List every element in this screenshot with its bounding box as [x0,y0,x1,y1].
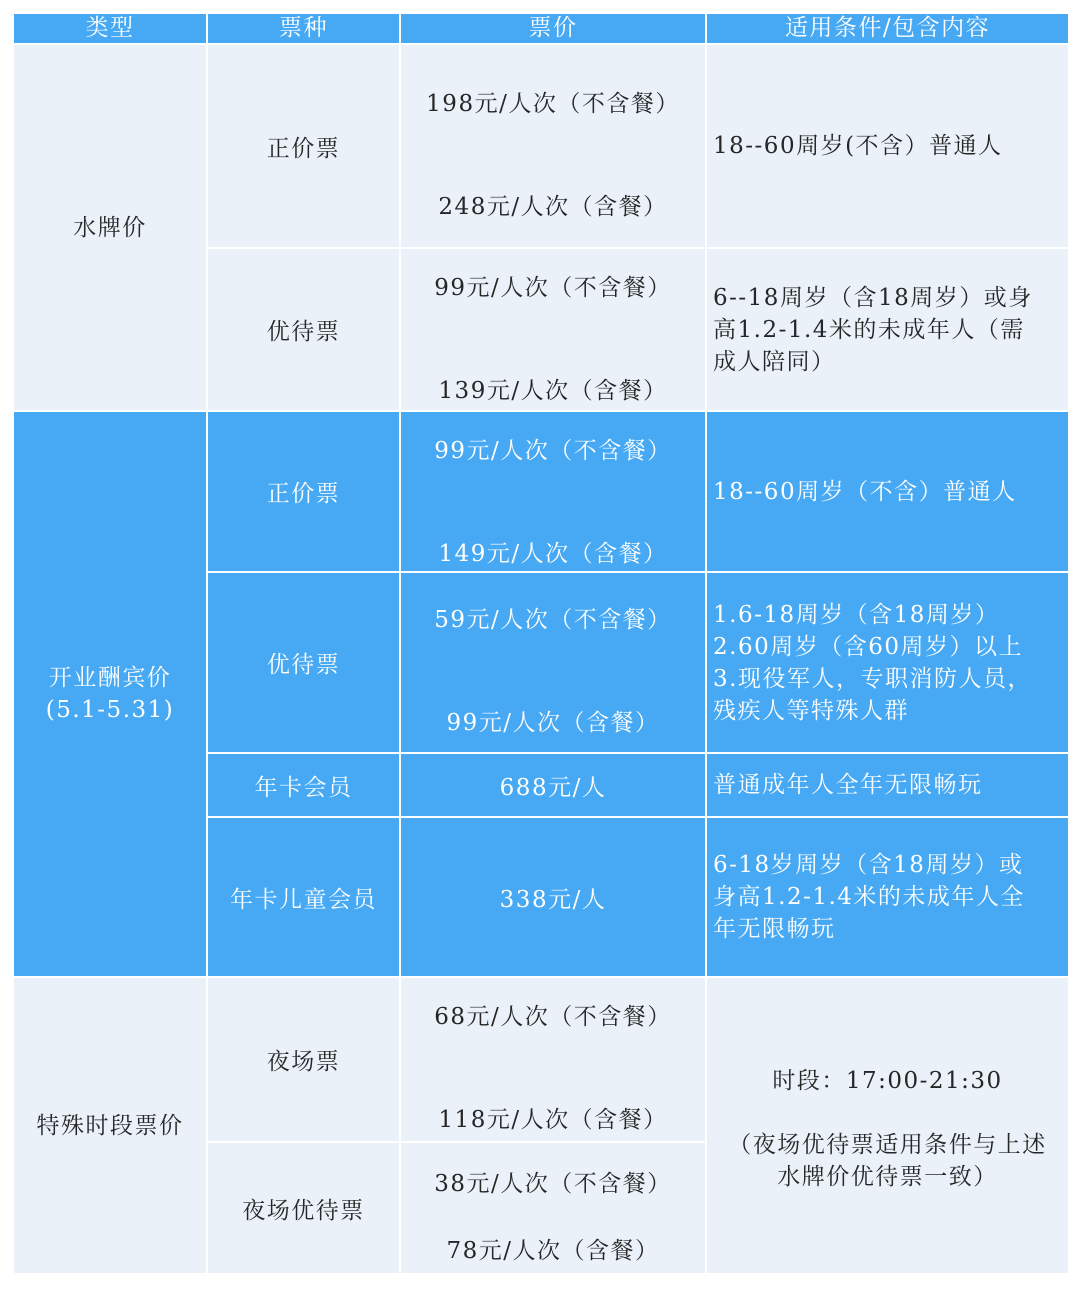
condition-line: 2.60周岁（含60周岁）以上 [713,633,1023,660]
ticket-type-cell: 夜场优待票 [207,1142,400,1274]
category-label: 水牌价 [73,214,147,241]
price-cell [400,977,706,1142]
price-line: 68元/人次（不含餐） [434,1004,672,1030]
condition-line: 18--60周岁（不含）普通人 [713,478,1017,505]
condition-line: （夜场优待票适用条件与上述 [728,1131,1047,1158]
category-date-range: (5.1-5.31) [45,697,175,723]
header-price: 票价 [400,13,706,44]
table-row [13,44,1069,248]
table-row [13,977,1069,1142]
conditions-cell [706,817,1069,977]
condition-line: 年无限畅玩 [713,916,836,942]
price-line: 118元/人次（含餐） [438,1107,668,1133]
price-line: 38元/人次（不含餐） [434,1171,672,1197]
price-cell [400,248,706,411]
price-line: 139元/人次（含餐） [438,378,668,404]
ticket-type-cell: 正价票 [207,411,400,572]
price-cell: 688元/人 [400,753,706,817]
price-line: 248元/人次（含餐） [438,194,668,220]
price-cell [400,411,706,572]
ticket-type-cell: 正价票 [207,44,400,248]
ticket-type-cell: 年卡会员 [207,753,400,817]
condition-line: 6--18周岁（含18周岁）或身 [713,284,1033,311]
condition-line: 残疾人等特殊人群 [713,697,909,724]
conditions-cell [706,44,1069,248]
header-conditions: 适用条件/包含内容 [706,13,1069,44]
price-cell: 338元/人 [400,817,706,977]
condition-line: 高1.2-1.4米的未成年人（需 [713,316,1025,343]
condition-line: 普通成年人全年无限畅玩 [713,772,983,798]
condition-line: 18--60周岁(不含）普通人 [713,133,1003,159]
condition-line: 身高1.2-1.4米的未成年人全 [713,884,1025,910]
ticket-price-table [12,12,1070,1275]
condition-line: 水牌价优待票一致） [777,1163,998,1190]
condition-line: 3.现役军人，专职消防人员， [713,665,1032,692]
table-header-row [13,13,1069,44]
category-label: 特殊时段票价 [36,1112,184,1139]
conditions-cell [706,248,1069,411]
ticket-type-cell: 优待票 [207,572,400,753]
price-line: 99元/人次（不含餐） [434,438,672,464]
price-line: 99元/人次（含餐） [446,710,660,736]
category-cell [13,44,207,411]
price-cell [400,1142,706,1274]
category-label: 开业酬宾价 [48,665,172,691]
price-line: 78元/人次（含餐） [446,1238,660,1264]
price-line: 149元/人次（含餐） [438,541,668,567]
price-cell [400,572,706,753]
price-cell [400,44,706,248]
price-line: 99元/人次（不含餐） [434,275,672,301]
condition-line: 1.6-18周岁（含18周岁） [713,601,1000,628]
ticket-type-cell: 优待票 [207,248,400,411]
price-line: 198元/人次（不含餐） [426,91,680,117]
ticket-type-cell: 年卡儿童会员 [207,817,400,977]
condition-line: 6-18岁周岁（含18周岁）或 [713,852,1024,878]
category-cell [13,411,207,977]
header-type: 类型 [13,13,207,44]
spacer-line [713,1097,1062,1129]
category-cell [13,977,207,1274]
price-line: 59元/人次（不含餐） [434,607,672,633]
conditions-cell [706,753,1069,817]
ticket-type-cell: 夜场票 [207,977,400,1142]
condition-line: 成人陪同） [713,348,836,375]
table-row [13,411,1069,572]
conditions-cell [706,411,1069,572]
conditions-cell [706,977,1069,1274]
conditions-cell [706,572,1069,753]
header-ticket: 票种 [207,13,400,44]
night-time-range: 时段：17:00-21:30 [772,1067,1003,1094]
